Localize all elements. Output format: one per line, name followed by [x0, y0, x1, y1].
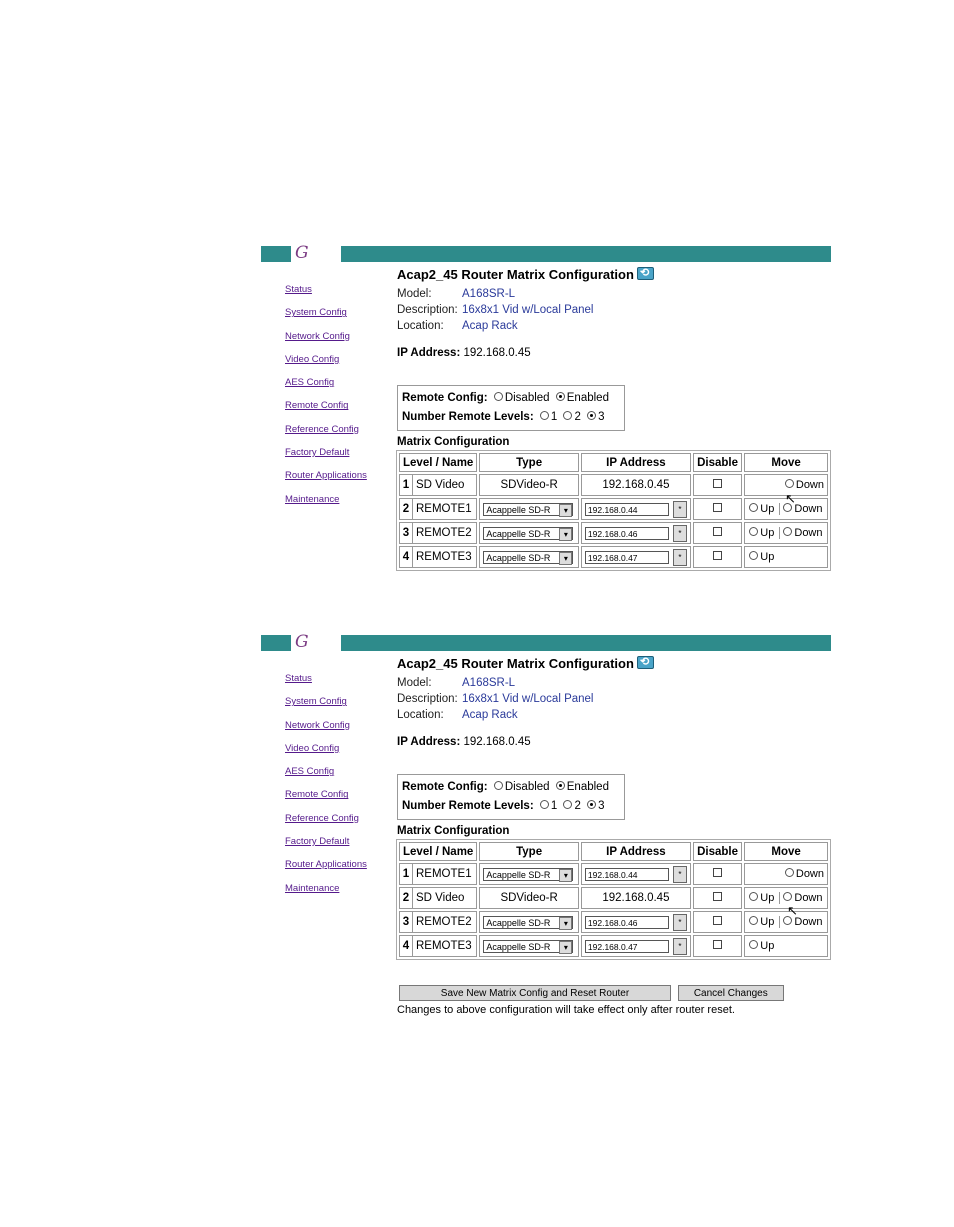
- table-row: [399, 887, 828, 909]
- nav-system-config[interactable]: System Config: [285, 307, 347, 319]
- model-label: Model:: [397, 677, 432, 689]
- move-down-label: Down: [794, 503, 823, 515]
- model-label: Model:: [397, 288, 432, 300]
- move-down-label: Down: [794, 892, 823, 904]
- nav-factory-default[interactable]: Factory Default: [285, 447, 350, 459]
- row-level: 1: [400, 475, 413, 495]
- remote-config-label: Remote Config:: [402, 781, 488, 793]
- levels-1-radio[interactable]: [540, 411, 549, 420]
- table-header-row: [399, 842, 828, 861]
- type-select[interactable]: Acappelle SD-R ▾: [483, 551, 573, 564]
- move-down-label: Down: [795, 479, 824, 491]
- move-up-label: Up: [760, 940, 775, 952]
- move-up-radio[interactable]: [749, 940, 758, 949]
- move-up-label: Up: [760, 503, 775, 515]
- levels-2-radio[interactable]: [563, 800, 572, 809]
- move-up-label: Up: [760, 892, 775, 904]
- row-level: 2: [400, 499, 413, 519]
- ip-address-label: IP Address:: [397, 736, 461, 748]
- ip-input[interactable]: 192.168.0.46: [585, 527, 669, 540]
- move-up-radio[interactable]: [749, 503, 758, 512]
- col-ip: IP Address: [581, 453, 691, 472]
- remote-disabled-radio[interactable]: [494, 781, 503, 790]
- levels-3-radio[interactable]: [587, 411, 596, 420]
- ip-address-label: IP Address:: [397, 347, 461, 359]
- nav-reference-config[interactable]: Reference Config: [285, 423, 359, 435]
- location-label: Location:: [397, 709, 444, 721]
- col-disable: Disable: [693, 842, 742, 861]
- move-down-label: Down: [794, 527, 823, 539]
- table-row: [399, 546, 828, 568]
- reset-note: Changes to above configuration will take effect only after router reset.: [397, 1004, 735, 1016]
- num-levels-label: Number Remote Levels:: [402, 800, 534, 812]
- sidebar-nav: [285, 673, 385, 906]
- nav-factory-default[interactable]: Factory Default: [285, 836, 350, 848]
- table-row: [399, 498, 828, 520]
- disable-checkbox[interactable]: [713, 551, 722, 560]
- row-name: REMOTE2: [416, 916, 472, 928]
- table-row: [399, 522, 828, 544]
- col-disable: Disable: [693, 453, 742, 472]
- col-type: Type: [479, 842, 579, 861]
- disable-checkbox[interactable]: [713, 503, 722, 512]
- description-label: Description:: [397, 304, 458, 316]
- remote-disabled-label: Disabled: [504, 781, 550, 793]
- mouse-cursor-icon: ↖: [785, 491, 796, 506]
- remote-enabled-radio[interactable]: [556, 392, 565, 401]
- main-content: [397, 655, 831, 960]
- disable-checkbox[interactable]: [713, 868, 722, 877]
- gv-logo: G: [295, 243, 309, 263]
- row-name: REMOTE3: [416, 940, 472, 952]
- disable-checkbox[interactable]: [713, 916, 722, 925]
- ip-input[interactable]: 192.168.0.47: [585, 551, 669, 564]
- ip-input[interactable]: 192.168.0.44: [585, 503, 669, 516]
- remote-config-box: [397, 385, 625, 431]
- move-down-radio[interactable]: [785, 479, 794, 488]
- disable-checkbox[interactable]: [713, 940, 722, 949]
- description-value: 16x8x1 Vid w/Local Panel: [462, 304, 594, 316]
- col-type: Type: [479, 453, 579, 472]
- row-name: REMOTE2: [416, 527, 472, 539]
- move-down-label: Down: [795, 868, 824, 880]
- ip-lookup-button[interactable]: *: [673, 501, 687, 518]
- description-value: 16x8x1 Vid w/Local Panel: [462, 693, 594, 705]
- page-title: Acap2_45 Router Matrix Configuration⟲: [397, 266, 831, 286]
- move-up-label: Up: [760, 916, 775, 928]
- row-ip: 192.168.0.45: [581, 887, 691, 909]
- nav-router-applications[interactable]: Router Applications: [285, 859, 367, 871]
- levels-3-label: 3: [598, 800, 605, 812]
- levels-2-label: 2: [574, 411, 581, 423]
- move-down-radio[interactable]: [783, 527, 792, 536]
- ip-address-value: 192.168.0.45: [463, 736, 531, 748]
- move-down-radio[interactable]: [785, 868, 794, 877]
- nav-reference-config[interactable]: Reference Config: [285, 812, 359, 824]
- remote-disabled-radio[interactable]: [494, 392, 503, 401]
- row-name: SD Video: [416, 479, 465, 491]
- remote-config-label: Remote Config:: [402, 392, 488, 404]
- remote-enabled-label: Enabled: [566, 392, 609, 404]
- levels-2-radio[interactable]: [563, 411, 572, 420]
- col-move: Move: [744, 842, 828, 861]
- matrix-table: [396, 450, 831, 571]
- nav-network-config[interactable]: Network Config: [285, 330, 350, 342]
- move-up-radio[interactable]: [749, 892, 758, 901]
- move-up-label: Up: [760, 551, 775, 563]
- type-select[interactable]: Acappelle SD-R ▾: [483, 503, 573, 516]
- move-up-radio[interactable]: [749, 916, 758, 925]
- levels-1-label: 1: [550, 411, 558, 423]
- remote-enabled-label: Enabled: [566, 781, 609, 793]
- levels-1-label: 1: [550, 800, 558, 812]
- row-type: SDVideo-R: [479, 887, 579, 909]
- type-select[interactable]: Acappelle SD-R ▾: [483, 527, 573, 540]
- ip-lookup-button[interactable]: *: [673, 549, 687, 566]
- nav-maintenance[interactable]: Maintenance: [285, 493, 340, 505]
- move-down-radio[interactable]: [783, 892, 792, 901]
- move-up-radio[interactable]: [749, 551, 758, 560]
- header-banner: [261, 243, 831, 263]
- row-type: SDVideo-R: [479, 474, 579, 496]
- nav-video-config[interactable]: Video Config: [285, 353, 340, 365]
- ip-input[interactable]: 192.168.0.46: [585, 916, 669, 929]
- refresh-icon[interactable]: [637, 656, 654, 669]
- row-level: 2: [400, 888, 413, 908]
- col-level-name: Level / Name: [399, 842, 477, 861]
- type-select[interactable]: Acappelle SD-R ▾: [483, 940, 573, 953]
- col-move: Move: [744, 453, 828, 472]
- levels-2-label: 2: [574, 800, 581, 812]
- description-label: Description:: [397, 693, 458, 705]
- row-level: 4: [400, 547, 413, 567]
- row-level: 1: [400, 864, 413, 884]
- nav-remote-config[interactable]: Remote Config: [285, 789, 349, 801]
- ip-lookup-button[interactable]: *: [673, 914, 687, 931]
- mouse-cursor-icon: ↖: [787, 903, 798, 918]
- ip-lookup-button[interactable]: *: [673, 866, 687, 883]
- levels-1-radio[interactable]: [540, 800, 549, 809]
- move-up-radio[interactable]: [749, 527, 758, 536]
- nav-network-config[interactable]: Network Config: [285, 719, 350, 731]
- refresh-icon[interactable]: [637, 267, 654, 280]
- matrix-config-title: Matrix Configuration: [397, 825, 510, 837]
- nav-system-config[interactable]: System Config: [285, 696, 347, 708]
- disable-checkbox[interactable]: [713, 527, 722, 536]
- move-up-label: Up: [760, 527, 775, 539]
- type-select[interactable]: Acappelle SD-R ▾: [483, 868, 573, 881]
- table-header-row: [399, 453, 828, 472]
- col-level-name: Level / Name: [399, 453, 477, 472]
- row-level: 3: [400, 523, 413, 543]
- disable-checkbox[interactable]: [713, 892, 722, 901]
- row-ip: 192.168.0.45: [581, 474, 691, 496]
- nav-status[interactable]: Status: [285, 284, 312, 295]
- nav-aes-config[interactable]: AES Config: [285, 377, 335, 389]
- move-down-label: Down: [794, 916, 823, 928]
- location-value: Acap Rack: [462, 320, 518, 332]
- row-level: 3: [400, 912, 413, 932]
- sidebar-nav: [285, 284, 385, 517]
- page-title: Acap2_45 Router Matrix Configuration⟲: [397, 655, 831, 675]
- location-value: Acap Rack: [462, 709, 518, 721]
- col-ip: IP Address: [581, 842, 691, 861]
- router-panel-2: [261, 632, 831, 1025]
- table-row: [399, 863, 828, 885]
- table-row: [399, 935, 828, 957]
- num-levels-label: Number Remote Levels:: [402, 411, 534, 423]
- location-label: Location:: [397, 320, 444, 332]
- cancel-changes-button[interactable]: Cancel Changes: [678, 985, 784, 1001]
- nav-video-config[interactable]: Video Config: [285, 742, 340, 754]
- main-content: [397, 266, 831, 571]
- row-name: REMOTE1: [416, 868, 472, 880]
- gv-logo: G: [295, 632, 309, 652]
- nav-router-applications[interactable]: Router Applications: [285, 470, 367, 482]
- ip-address-value: 192.168.0.45: [463, 347, 531, 359]
- table-row: [399, 474, 828, 496]
- action-buttons: [399, 985, 784, 1001]
- header-banner: [261, 632, 831, 652]
- model-value: A168SR-L: [462, 677, 516, 689]
- matrix-table: [396, 839, 831, 960]
- ip-lookup-button[interactable]: *: [673, 938, 687, 955]
- row-name: REMOTE1: [416, 503, 472, 515]
- row-level: 4: [400, 936, 413, 956]
- row-name: REMOTE3: [416, 551, 472, 563]
- matrix-config-title: Matrix Configuration: [397, 436, 510, 448]
- type-select[interactable]: Acappelle SD-R ▾: [483, 916, 573, 929]
- levels-3-label: 3: [598, 411, 605, 423]
- save-reset-button[interactable]: Save New Matrix Config and Reset Router: [399, 985, 671, 1001]
- router-panel-1: [261, 243, 831, 586]
- nav-status[interactable]: Status: [285, 673, 312, 684]
- model-value: A168SR-L: [462, 288, 516, 300]
- disable-checkbox[interactable]: [713, 479, 722, 488]
- levels-3-radio[interactable]: [587, 800, 596, 809]
- row-name: SD Video: [416, 892, 465, 904]
- nav-remote-config[interactable]: Remote Config: [285, 400, 349, 412]
- remote-enabled-radio[interactable]: [556, 781, 565, 790]
- ip-input[interactable]: 192.168.0.44: [585, 868, 669, 881]
- remote-disabled-label: Disabled: [504, 392, 550, 404]
- ip-lookup-button[interactable]: *: [673, 525, 687, 542]
- nav-maintenance[interactable]: Maintenance: [285, 882, 340, 894]
- table-row: [399, 911, 828, 933]
- remote-config-box: [397, 774, 625, 820]
- ip-input[interactable]: 192.168.0.47: [585, 940, 669, 953]
- nav-aes-config[interactable]: AES Config: [285, 766, 335, 778]
